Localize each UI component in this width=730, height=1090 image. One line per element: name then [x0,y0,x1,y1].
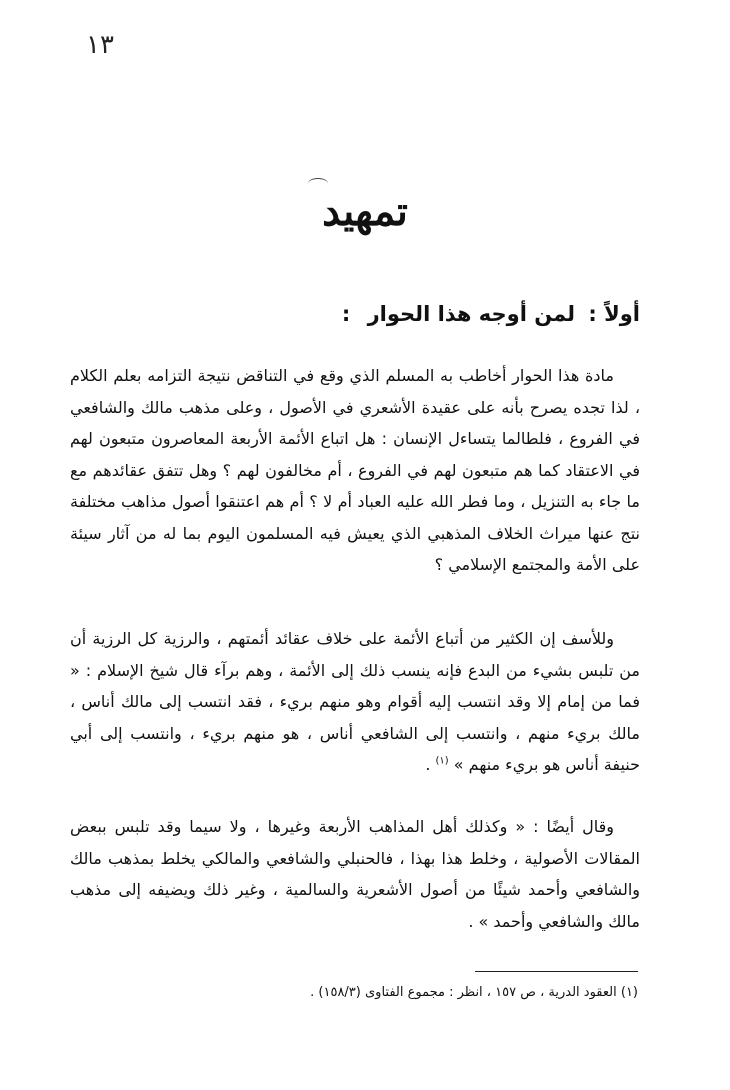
section-heading [80,302,640,326]
chapter-title: تمهيد [322,188,408,235]
footnote-reference: (١) [435,755,449,767]
paragraph-2 [70,623,640,781]
paragraph-1: مادة هذا الحوار أخاطب به المسلم الذي وقع في التناقض نتيجة التزامه بعلم الكلام ، لذا تجده يصرح بأنه على عقيدة الأشعري في الأصول ، وعلى مذهب مالك والشافعي في الفروع ، فلطالما يتساءل الإنسان : هل اتباع الأئمة الأربعة المعاصرون متبعون لهم في الاعتقاد كما هم متبعون لهم في الفروع ، أم مخالفون لهم ؟ وهل تتفق عقائدهم مع ما جاء به التنزيل ، وما فطر الله عليه العباد أم لا ؟ أم هم اعتنقوا أصول مذاهب مختلفة نتج عنها ميراث الخلاف المذهبي الذي يعيش فيه المسلمون اليوم بما له من آثار سيئة على الأمة والمجتمع الإسلامي ؟ [70,366,640,574]
paragraph-2-end: . [425,755,436,774]
section-label: أولاً : [588,302,640,326]
paragraph-3: وقال أيضًا : « وكذلك أهل المذاهب الأربعة وغيرها ، ولا سيما وقد تلبس ببعض المقالات الأصولية ، وخلط هذا بهذا ، فالحنبلي والشافعي والمالكي يخلط بمذهب مالك والشافعي وأحمد شيئًا من أصول الأشعرية والسالمية ، وغير ذلك ويضيفه إلى مذهب مالك والشافعي وأحمد » . [70,817,640,931]
section-colon: : [341,302,351,326]
footnote: (١) العقود الدرية ، ص ١٥٧ ، انظر : مجموع الفتاوى (١٥٨/٣) . [310,985,638,1000]
section-heading-text: لمن أوجه هذا الحوار [367,302,576,326]
page-number: ١٣ [86,30,114,60]
paragraph-2-text: وللأسف إن الكثير من أتباع الأئمة على خلاف عقائد أئمتهم ، والرزية كل الرزية أن من تلبس بشيء من البدع فإنه ينسب ذلك إلى الأئمة ، وهم برآء قال شيخ الإسلام : « فما من إمام إلا وقد انتسب إليه أقوام وهو منهم بريء ، فقد انتسب إلى مالك أناس ، مالك بريء منهم ، وانتسب إلى الشافعي أناس ، هو منهم بريء ، وانتسب إلى أبي حنيفة أناس هو بريء منهم » [70,629,640,774]
footnote-divider [475,971,638,972]
